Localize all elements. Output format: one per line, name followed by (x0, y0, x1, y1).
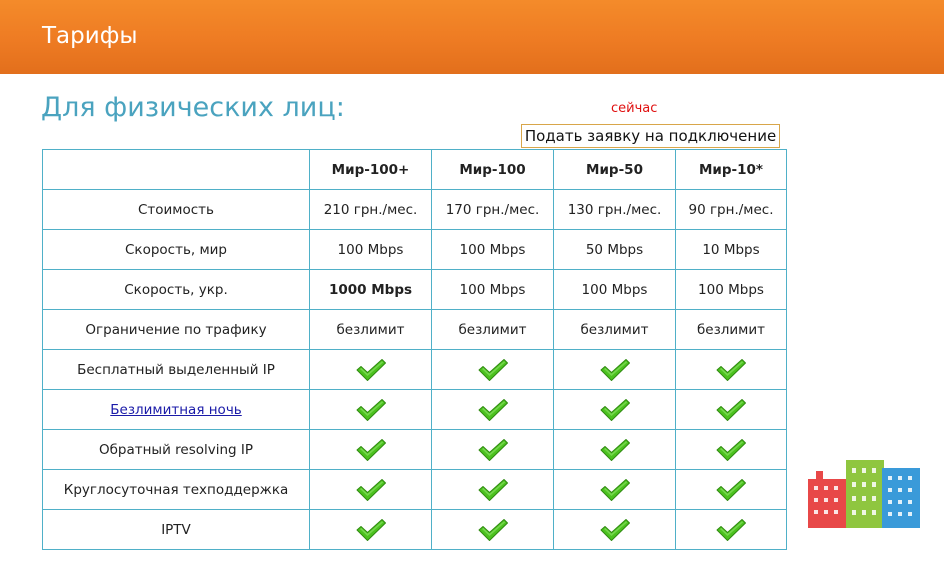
row-label: Стоимость (43, 190, 310, 230)
row-label: Скорость, укр. (43, 270, 310, 310)
table-cell: 50 Mbps (554, 230, 676, 270)
unlimited-night-link[interactable]: Безлимитная ночь (110, 401, 242, 418)
table-row (43, 510, 787, 550)
table-header-tariff: Мир-10* (676, 150, 787, 190)
table-header-row (43, 150, 787, 190)
table-cell: 100 Mbps (432, 270, 554, 310)
checkmark-icon (355, 398, 387, 422)
check-cell (554, 350, 676, 390)
checkmark-icon (355, 478, 387, 502)
tariffs-table (42, 149, 787, 550)
table-cell: 170 грн./мес. (432, 190, 554, 230)
row-label: Скорость, мир (43, 230, 310, 270)
table-row (43, 470, 787, 510)
checkmark-icon (715, 518, 747, 542)
table-cell: 90 грн./мес. (676, 190, 787, 230)
header-banner (0, 0, 944, 74)
checkmark-icon (599, 358, 631, 382)
check-cell (676, 470, 787, 510)
table-cell: безлимит (432, 310, 554, 350)
apply-connection-button[interactable]: Подать заявку на подключение (521, 124, 780, 148)
row-label: Круглосуточная техподдержка (43, 470, 310, 510)
check-cell (676, 430, 787, 470)
check-cell (310, 430, 432, 470)
checkmark-icon (599, 478, 631, 502)
check-cell (554, 390, 676, 430)
table-header-tariff: Мир-50 (554, 150, 676, 190)
city-buildings-logo-icon (806, 458, 924, 548)
row-label: Бесплатный выделенный IP (43, 350, 310, 390)
table-cell: 100 Mbps (676, 270, 787, 310)
checkmark-icon (599, 518, 631, 542)
now-label: сейчас (611, 101, 658, 116)
row-label: Ограничение по трафику (43, 310, 310, 350)
page-title: Для физических лиц: (41, 92, 345, 123)
check-cell (676, 350, 787, 390)
check-cell (554, 430, 676, 470)
table-cell: безлимит (676, 310, 787, 350)
checkmark-icon (715, 478, 747, 502)
table-header-tariff: Мир-100 (432, 150, 554, 190)
checkmark-icon (355, 438, 387, 462)
checkmark-icon (715, 398, 747, 422)
table-header-empty (43, 150, 310, 190)
checkmark-icon (715, 438, 747, 462)
row-label: IPTV (43, 510, 310, 550)
check-cell (676, 390, 787, 430)
checkmark-icon (477, 478, 509, 502)
check-cell (432, 350, 554, 390)
check-cell (432, 390, 554, 430)
checkmark-icon (477, 438, 509, 462)
checkmark-icon (477, 358, 509, 382)
table-cell: 100 Mbps (554, 270, 676, 310)
checkmark-icon (355, 518, 387, 542)
check-cell (310, 390, 432, 430)
check-cell (432, 430, 554, 470)
row-label (43, 390, 310, 430)
check-cell (554, 510, 676, 550)
table-cell: 100 Mbps (432, 230, 554, 270)
checkmark-icon (599, 398, 631, 422)
table-cell: 10 Mbps (676, 230, 787, 270)
check-cell (310, 510, 432, 550)
table-header-tariff: Мир-100+ (310, 150, 432, 190)
table-row (43, 390, 787, 430)
check-cell (310, 350, 432, 390)
check-cell (310, 470, 432, 510)
table-row (43, 310, 787, 350)
check-cell (432, 470, 554, 510)
table-cell: 210 грн./мес. (310, 190, 432, 230)
check-cell (554, 470, 676, 510)
table-row (43, 430, 787, 470)
table-row (43, 270, 787, 310)
table-row (43, 230, 787, 270)
checkmark-icon (477, 398, 509, 422)
table-row (43, 190, 787, 230)
header-title: Тарифы (42, 23, 138, 49)
table-cell: 100 Mbps (310, 230, 432, 270)
checkmark-icon (715, 358, 747, 382)
checkmark-icon (599, 438, 631, 462)
table-cell: 1000 Mbps (310, 270, 432, 310)
checkmark-icon (355, 358, 387, 382)
table-cell: 130 грн./мес. (554, 190, 676, 230)
check-cell (676, 510, 787, 550)
table-cell: безлимит (310, 310, 432, 350)
checkmark-icon (477, 518, 509, 542)
check-cell (432, 510, 554, 550)
table-row (43, 350, 787, 390)
row-label: Обратный resolving IP (43, 430, 310, 470)
table-cell: безлимит (554, 310, 676, 350)
